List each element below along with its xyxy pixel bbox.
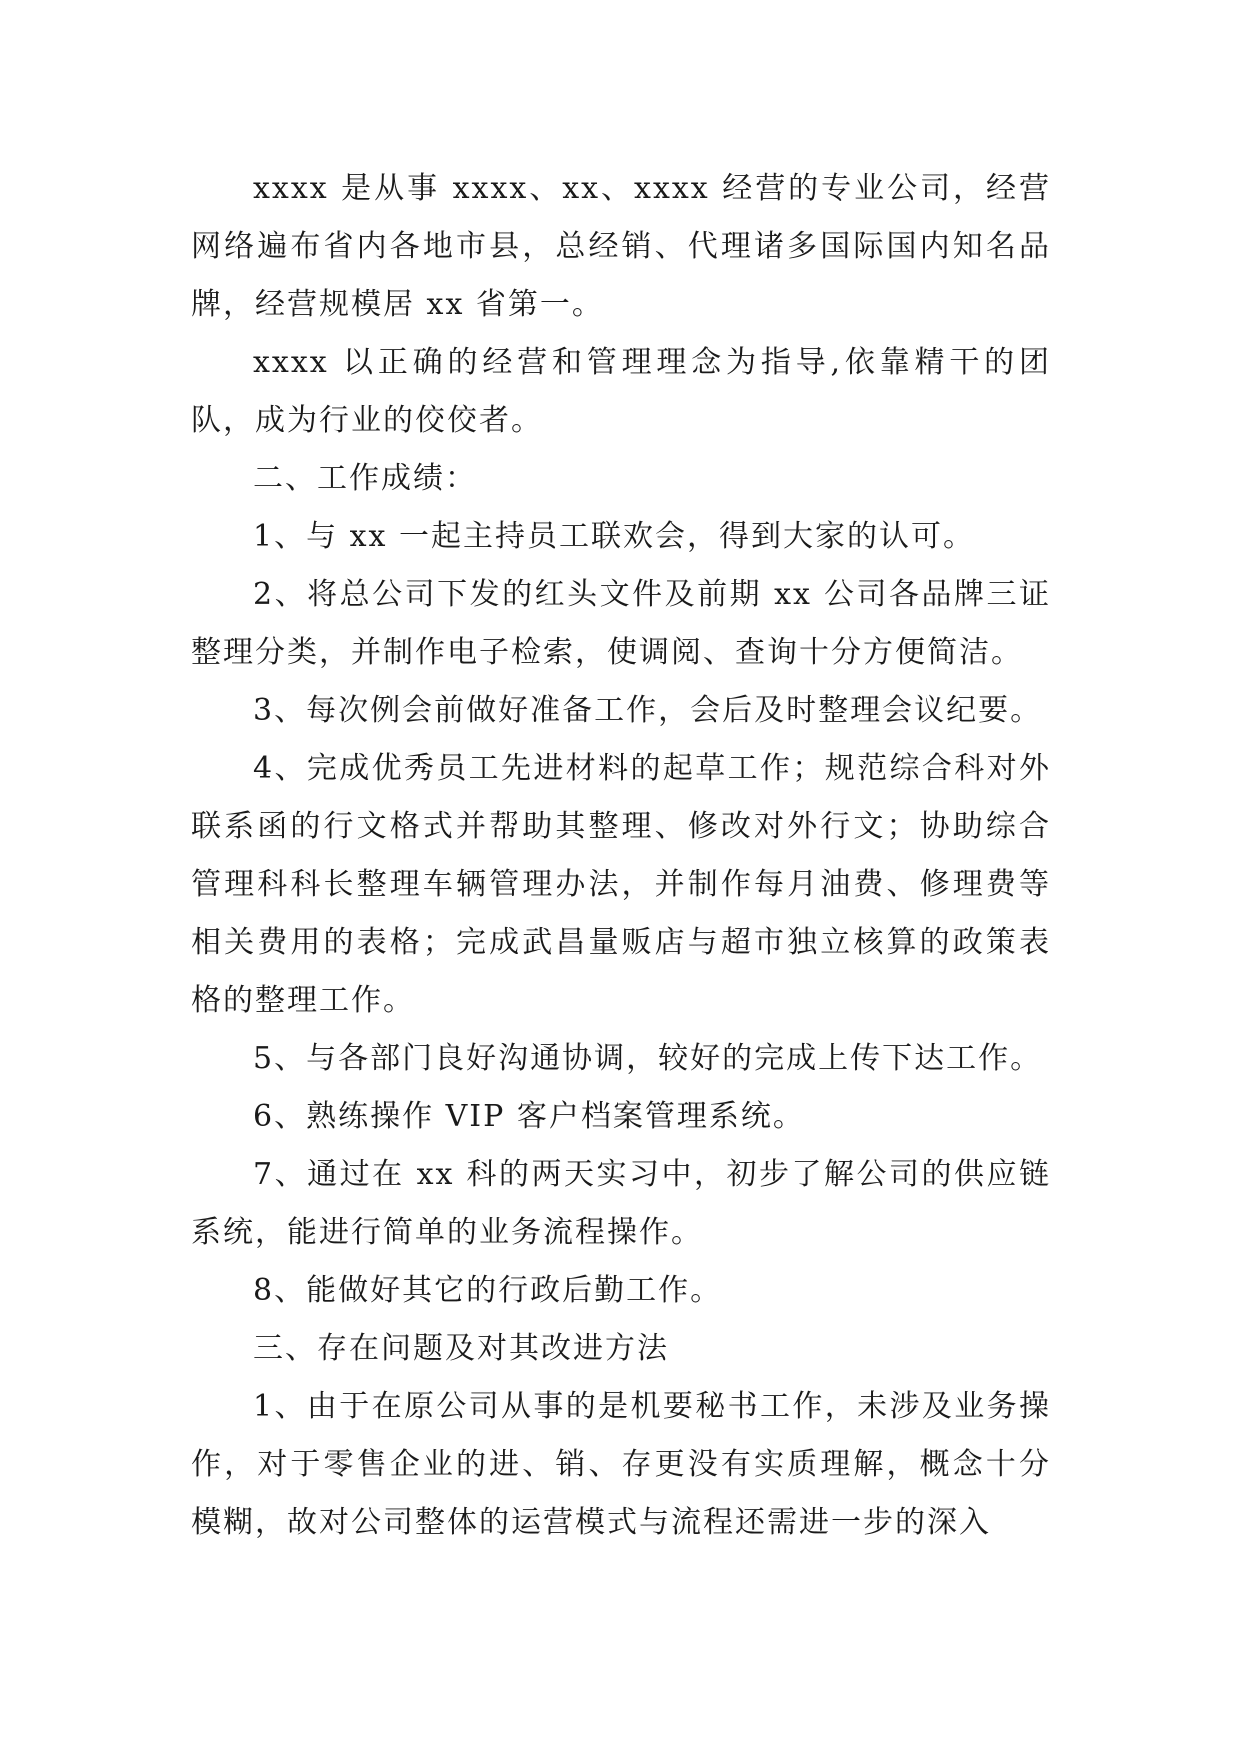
company-philosophy-paragraph: xxxx 以正确的经营和管理理念为指导,依靠精干的团队，成为行业的佼佼者。: [191, 345, 1051, 438]
achievement-item-2: 2、将总公司下发的红头文件及前期 xx 公司各品牌三证整理分类，并制作电子检索，使调阅、查询十分方便简洁。: [191, 577, 1051, 670]
achievement-item-3: 3、每次例会前做好准备工作，会后及时整理会议纪要。: [253, 693, 1043, 728]
achievement-item-4: 4、完成优秀员工先进材料的起草工作；规范综合科对外联系函的行文格式并帮助其整理、修改对外行文；协助综合管理科科长整理车辆管理办法，并制作每月油费、修理费等相关费用的表格；完成武昌量贩店与超市独立核算的政策表格的整理工作。: [191, 751, 1051, 1018]
company-intro-paragraph: xxxx 是从事 xxxx、xx、xxxx 经营的专业公司，经营网络遍布省内各地市县，总经销、代理诸多国际国内知名品牌，经营规模居 xx 省第一。: [191, 171, 1051, 322]
achievement-item-6: 6、熟练操作 VIP 客户档案管理系统。: [253, 1099, 805, 1134]
achievement-item-7: 7、通过在 xx 科的两天实习中，初步了解公司的供应链系统，能进行简单的业务流程操作。: [191, 1157, 1051, 1250]
problem-item-1: 1、由于在原公司从事的是机要秘书工作，未涉及业务操作，对于零售企业的进、销、存更没有实质理解，概念十分模糊，故对公司整体的运营模式与流程还需进一步的深入: [191, 1389, 1051, 1540]
achievement-item-1: 1、与 xx 一起主持员工联欢会，得到大家的认可。: [253, 519, 975, 554]
section-heading-problems: 三、存在问题及对其改进方法: [253, 1331, 669, 1366]
document-body: [191, 160, 1051, 1552]
achievement-item-5: 5、与各部门良好沟通协调，较好的完成上传下达工作。: [253, 1041, 1043, 1076]
section-heading-achievements: 二、工作成绩：: [253, 461, 477, 496]
achievement-item-8: 8、能做好其它的行政后勤工作。: [253, 1273, 723, 1308]
